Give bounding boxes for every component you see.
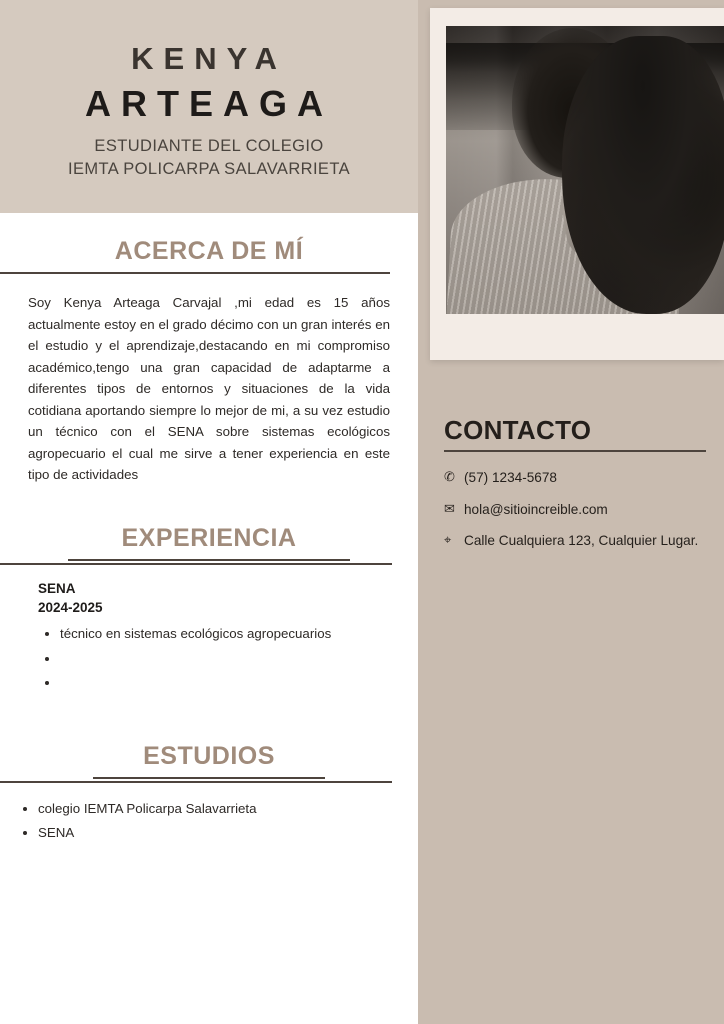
list-item: [60, 649, 418, 670]
experience-header: [79, 524, 339, 557]
experience-bullets: [38, 624, 418, 694]
education-entries: [16, 799, 418, 844]
about-section: [0, 237, 418, 486]
about-text: Soy Kenya Arteaga Carvajal ,mi edad es 15 años actualmente estoy en el grado décimo con un gran interés en el estudio y el aprendizaje,destacando en mi compromiso académico,tengo una gran capacidad de adaptarme a diferentes tipos de entornos y situaciones de la vida cotidiana aportando siempre lo mejor de mi, a su vez estudio un técnico con el SENA sobre sistemas ecológicos agropecuario el cual me sirve a tener experiencia en este tipo de actividades: [28, 295, 390, 483]
phone-icon: ✆: [444, 469, 455, 484]
education-title: ESTUDIOS: [143, 741, 275, 770]
photo-hair: [562, 36, 724, 314]
contact-phone-row[interactable]: [444, 468, 706, 488]
experience-section: [0, 524, 418, 694]
experience-dates: 2024-2025: [38, 600, 103, 616]
contact-email-text: hola@sitioincreible.com: [464, 501, 608, 517]
last-name: ARTEAGA: [85, 83, 333, 125]
email-icon: ✉: [444, 500, 455, 516]
education-header: [93, 742, 325, 775]
header-band: [0, 0, 418, 213]
contact-phone-text: (57) 1234-5678: [464, 470, 557, 485]
about-divider: [0, 272, 390, 274]
contact-title: CONTACTO: [444, 415, 592, 445]
experience-entry: [38, 579, 418, 694]
contact-section: [444, 415, 706, 563]
experience-divider-center: [68, 559, 350, 561]
portrait-photo: [446, 26, 724, 314]
experience-company: SENA: [38, 580, 76, 596]
experience-divider: [0, 563, 392, 565]
left-column: [0, 213, 418, 1024]
education-divider: [0, 781, 392, 783]
about-header: [0, 237, 418, 270]
contact-address-row[interactable]: [444, 531, 706, 551]
first-name: KENYA: [131, 41, 287, 76]
subtitle-line-1: ESTUDIANTE DEL COLEGIO: [94, 137, 324, 156]
header-content: [0, 0, 418, 213]
subtitle-line-2: IEMTA POLICARPA SALAVARRIETA: [68, 159, 350, 178]
list-item: • SENA: [38, 823, 418, 844]
about-title: ACERCA DE MÍ: [114, 237, 304, 265]
experience-title: EXPERIENCIA: [121, 523, 297, 552]
contact-divider: [444, 450, 706, 452]
contact-email-row[interactable]: [444, 500, 706, 520]
education-section: [0, 742, 418, 844]
education-list: [16, 799, 418, 844]
location-icon: ⌖: [444, 532, 452, 548]
contact-list: [444, 468, 706, 551]
education-divider-center: [93, 777, 325, 779]
list-item: • colegio IEMTA Policarpa Salavarrieta: [38, 799, 418, 820]
list-item: • técnico en sistemas ecológicos agropecuarios: [60, 624, 418, 645]
contact-address-text: Calle Cualquiera 123, Cualquier Lugar.: [464, 533, 699, 549]
list-item: [60, 673, 418, 694]
